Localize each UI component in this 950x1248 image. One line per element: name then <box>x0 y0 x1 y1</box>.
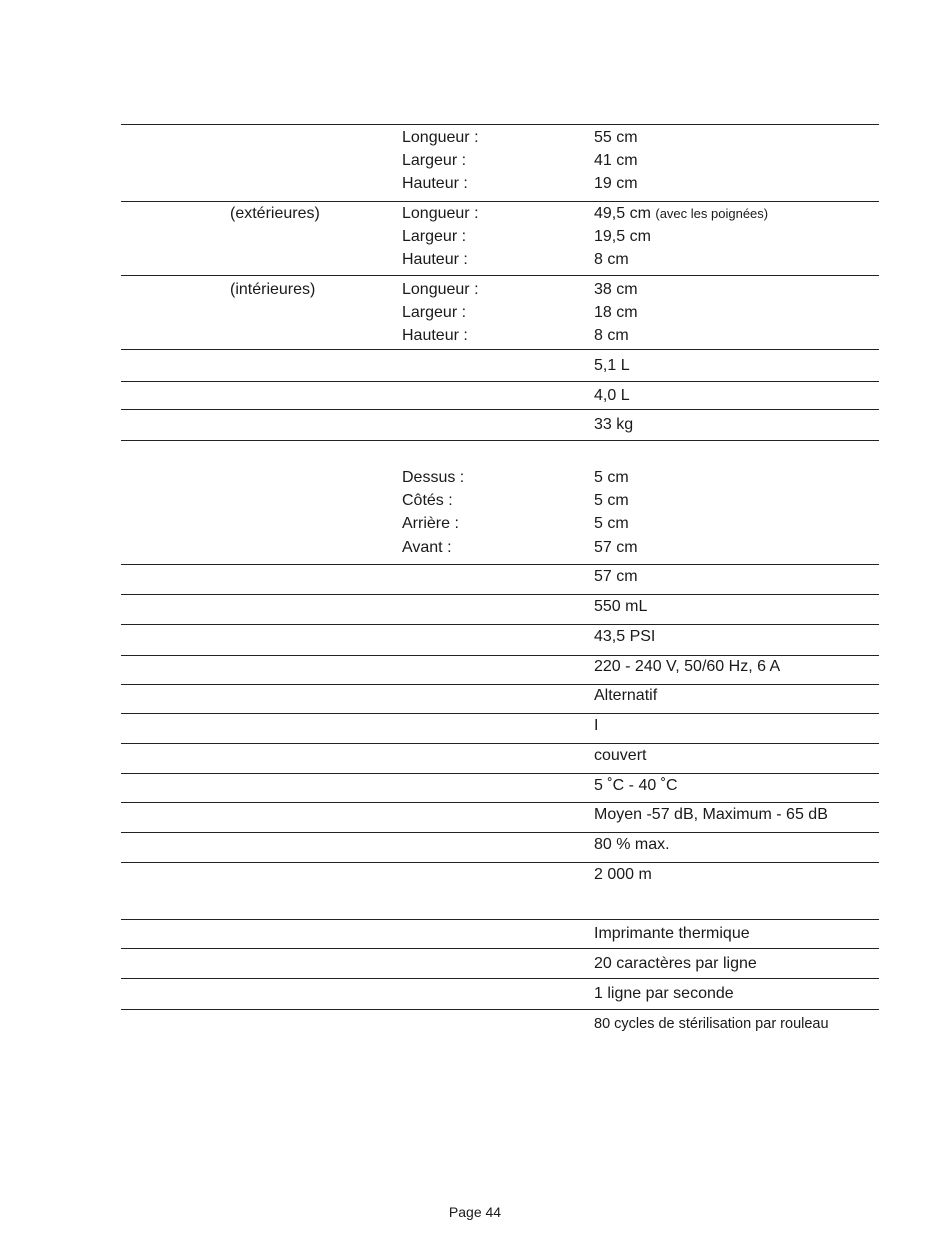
dim-label: Largeur : <box>402 152 467 169</box>
dim-value: 18 cm <box>594 304 638 321</box>
table-rule <box>121 948 879 949</box>
dim-label: Largeur : <box>402 304 467 321</box>
spec-value: 43,5 PSI <box>594 628 656 645</box>
clearance-label: Dessus : <box>402 469 465 486</box>
spec-value: 57 cm <box>594 568 638 585</box>
table-rule <box>121 564 879 565</box>
table-rule <box>121 440 879 441</box>
table-rule <box>121 862 879 863</box>
clearance-value: 5 cm <box>594 515 629 532</box>
table-rule <box>121 124 879 125</box>
spec-value: 20 caractères par ligne <box>594 955 757 972</box>
dim-value: 19 cm <box>594 175 638 192</box>
dim-value-note: (avec les poignées) <box>655 206 769 221</box>
table-rule <box>121 978 879 979</box>
spec-value: 220 - 240 V, 50/60 Hz, 6 A <box>594 658 781 675</box>
clearance-value: 5 cm <box>594 469 629 486</box>
table-rule <box>121 684 879 685</box>
table-rule <box>121 1009 879 1010</box>
spec-value: 80 % max. <box>594 836 670 853</box>
spec-value: Imprimante thermique <box>594 925 750 942</box>
spec-value: 550 mL <box>594 598 648 615</box>
dim-label: Hauteur : <box>402 327 468 344</box>
spec-value: 1 ligne par seconde <box>594 985 734 1002</box>
dim-value: 8 cm <box>594 327 629 344</box>
dim-label: Longueur : <box>402 281 479 298</box>
table-rule <box>121 409 879 410</box>
dim-value: 41 cm <box>594 152 638 169</box>
spec-value: 33 kg <box>594 416 634 433</box>
dim-value <box>594 202 768 225</box>
spec-value: couvert <box>594 747 647 764</box>
table-rule <box>121 919 879 920</box>
dim-value: 55 cm <box>594 129 638 146</box>
table-rule <box>121 275 879 276</box>
dim-label: Hauteur : <box>402 175 468 192</box>
table-rule <box>121 743 879 744</box>
table-rule <box>121 773 879 774</box>
spec-value: 5 ˚C - 40 ˚C <box>594 777 678 794</box>
clearance-value: 57 cm <box>594 539 638 556</box>
spec-value: 80 cycles de stérilisation par rouleau <box>594 1016 829 1032</box>
clearance-label: Côtés : <box>402 492 453 509</box>
table-rule <box>121 594 879 595</box>
dim-value: 38 cm <box>594 281 638 298</box>
spec-value: 2 000 m <box>594 866 652 883</box>
group-note: (intérieures) <box>230 281 316 298</box>
group-note: (extérieures) <box>230 205 320 222</box>
table-rule <box>121 349 879 350</box>
dim-value-main: 49,5 cm <box>594 205 651 222</box>
dim-label: Largeur : <box>402 228 467 245</box>
dim-value: 19,5 cm <box>594 228 651 245</box>
clearance-label: Avant : <box>402 539 452 556</box>
table-rule <box>121 713 879 714</box>
spec-value: I <box>594 717 599 734</box>
dim-value: 8 cm <box>594 251 629 268</box>
dim-label: Longueur : <box>402 205 479 222</box>
clearance-label: Arrière : <box>402 515 459 532</box>
spec-value: 4,0 L <box>594 387 630 404</box>
spec-value: 5,1 L <box>594 357 630 374</box>
dim-label: Hauteur : <box>402 251 468 268</box>
spec-value: Alternatif <box>594 687 658 704</box>
table-rule <box>121 624 879 625</box>
table-rule <box>121 381 879 382</box>
clearance-value: 5 cm <box>594 492 629 509</box>
spec-value: Moyen -57 dB, Maximum - 65 dB <box>594 806 828 823</box>
table-rule <box>121 832 879 833</box>
page-number: Page 44 <box>448 1204 502 1220</box>
dim-label: Longueur : <box>402 129 479 146</box>
